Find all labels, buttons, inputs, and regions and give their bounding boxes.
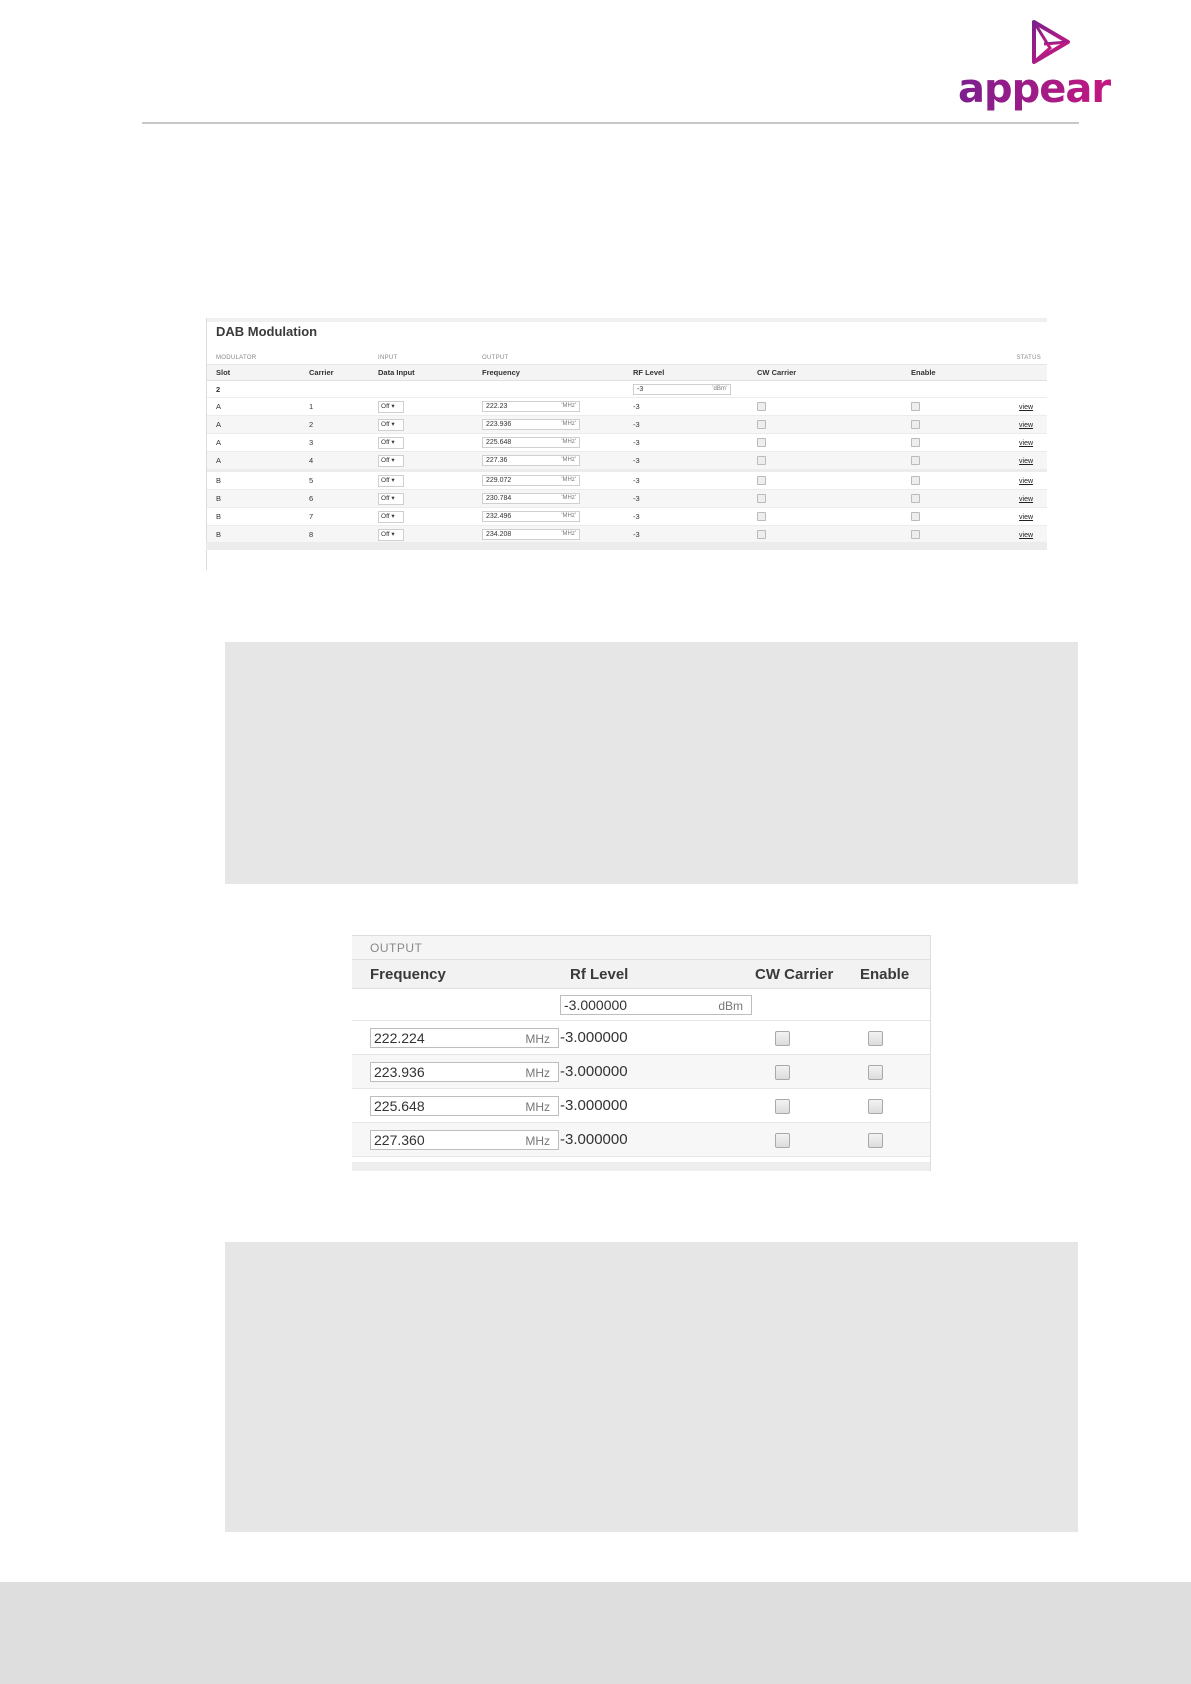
dab-modulation-screenshot [206, 318, 1047, 570]
rf-level-cell: -3 [624, 471, 748, 490]
slot-cell: A [207, 452, 300, 471]
enable-checkbox[interactable] [868, 1133, 883, 1148]
group-output: OUTPUT [473, 352, 1004, 365]
carrier-cell: 4 [300, 452, 369, 471]
view-link[interactable]: view [1019, 458, 1034, 465]
rf-level-cell: -3 [624, 398, 748, 416]
col-carrier: Carrier [300, 365, 369, 381]
output-screenshot [352, 935, 931, 1171]
carrier-cell: 1 [300, 398, 369, 416]
output-table [352, 936, 930, 1157]
cw-carrier-checkbox[interactable] [757, 530, 766, 539]
panel-title: DAB Modulation [216, 324, 318, 339]
frequency-input[interactable]: 222.224 MHz [370, 1028, 559, 1048]
content-placeholder-1 [225, 642, 1078, 884]
table-row [207, 471, 1047, 490]
rf-level-cell: -3 [624, 452, 748, 471]
rf-level-cell: -3 [624, 416, 748, 434]
frequency-input[interactable]: 232.496 'MHz' [482, 511, 580, 522]
table-row [207, 490, 1047, 508]
slot-cell: A [207, 398, 300, 416]
table-row [207, 416, 1047, 434]
table-row [207, 452, 1047, 471]
view-link[interactable]: view [1019, 532, 1034, 539]
enable-checkbox[interactable] [911, 402, 920, 411]
frequency-input[interactable]: 227.360 MHz [370, 1130, 559, 1150]
col-frequency: Frequency [352, 960, 552, 989]
carrier-cell: 3 [300, 434, 369, 452]
rf-level-cell: -3 [624, 434, 748, 452]
carrier-cell: 8 [300, 526, 369, 544]
data-input-select[interactable]: Off ▾ [378, 511, 404, 523]
panel-bottom-bar [352, 1162, 930, 1171]
carrier-cell: 7 [300, 508, 369, 526]
cw-carrier-checkbox[interactable] [757, 456, 766, 465]
group-header-row [207, 352, 1047, 365]
header-divider [142, 122, 1079, 124]
frequency-input[interactable]: 225.648 MHz [370, 1096, 559, 1116]
master-rf-level-input[interactable]: -3.000000 dBm [560, 995, 752, 1015]
cw-carrier-checkbox[interactable] [775, 1031, 790, 1046]
rf-level-cell: -3 [624, 526, 748, 544]
slot-cell: B [207, 471, 300, 490]
table-row [207, 434, 1047, 452]
master-slot: 2 [216, 384, 221, 394]
carrier-cell: 5 [300, 471, 369, 490]
cw-carrier-checkbox[interactable] [757, 438, 766, 447]
group-modulator: MODULATOR [207, 352, 369, 365]
panel-bottom-bar [206, 542, 1047, 550]
table-row [352, 1021, 930, 1055]
data-input-select[interactable]: Off ▾ [378, 419, 404, 431]
column-header-row [352, 960, 930, 989]
frequency-input[interactable]: 229.072 'MHz' [482, 475, 580, 486]
table-row [352, 1123, 930, 1157]
rf-level-cell: -3 [624, 490, 748, 508]
rf-level-cell: -3.000000 [552, 1089, 755, 1123]
view-link[interactable]: view [1019, 478, 1034, 485]
content-placeholder-2 [225, 1242, 1078, 1532]
col-cw-carrier: CW Carrier [755, 960, 850, 989]
master-rf-level-input[interactable]: -3 'dBm' [633, 384, 731, 395]
rf-level-cell: -3.000000 [552, 1055, 755, 1089]
rf-level-cell: -3.000000 [552, 1021, 755, 1055]
appear-logo [957, 18, 1111, 114]
enable-checkbox[interactable] [868, 1031, 883, 1046]
view-link[interactable]: view [1019, 514, 1034, 521]
enable-checkbox[interactable] [911, 438, 920, 447]
master-row [207, 381, 1047, 398]
play-logo-icon [1028, 18, 1072, 66]
table-row [207, 398, 1047, 416]
table-row [207, 526, 1047, 544]
cw-carrier-checkbox[interactable] [757, 512, 766, 521]
carrier-cell: 6 [300, 490, 369, 508]
master-row [352, 989, 930, 1021]
frequency-input[interactable]: 222.23 'MHz' [482, 401, 580, 412]
enable-checkbox[interactable] [868, 1065, 883, 1080]
cw-carrier-checkbox[interactable] [775, 1099, 790, 1114]
cw-carrier-checkbox[interactable] [775, 1133, 790, 1148]
group-output: OUTPUT [352, 936, 930, 960]
table-row [352, 1089, 930, 1123]
slot-cell: A [207, 416, 300, 434]
slot-cell: B [207, 508, 300, 526]
rf-level-cell: -3.000000 [552, 1123, 755, 1157]
cw-carrier-checkbox[interactable] [757, 494, 766, 503]
group-header-row [352, 936, 930, 960]
cw-carrier-checkbox[interactable] [775, 1065, 790, 1080]
rf-level-cell: -3 [624, 508, 748, 526]
slot-cell: B [207, 490, 300, 508]
dab-modulation-table [207, 352, 1047, 543]
cw-carrier-checkbox[interactable] [757, 420, 766, 429]
view-link[interactable]: view [1019, 440, 1034, 447]
page-footer [0, 1582, 1191, 1684]
col-frequency: Frequency [473, 365, 624, 381]
cw-carrier-checkbox[interactable] [757, 476, 766, 485]
table-row [352, 1055, 930, 1089]
view-link[interactable]: view [1019, 422, 1034, 429]
data-input-select[interactable]: Off ▾ [378, 401, 404, 413]
logo-text: appear [957, 66, 1111, 112]
col-slot: Slot [207, 365, 300, 381]
data-input-select[interactable]: Off ▾ [378, 455, 404, 467]
frequency-input[interactable]: 225.648 'MHz' [482, 437, 580, 448]
data-input-select[interactable]: Off ▾ [378, 493, 404, 505]
view-link[interactable]: view [1019, 404, 1034, 411]
slot-cell: B [207, 526, 300, 544]
data-input-select[interactable]: Off ▾ [378, 475, 404, 487]
logo-wordmark [957, 66, 1111, 116]
enable-checkbox[interactable] [911, 512, 920, 521]
group-status: STATUS [1004, 352, 1047, 365]
frequency-input[interactable]: 223.936 'MHz' [482, 419, 580, 430]
frequency-input[interactable]: 227.36 'MHz' [482, 455, 580, 466]
enable-checkbox[interactable] [911, 494, 920, 503]
col-cw-carrier: CW Carrier [748, 365, 902, 381]
slot-cell: A [207, 434, 300, 452]
col-enable: Enable [902, 365, 1004, 381]
data-input-select[interactable]: Off ▾ [378, 529, 404, 541]
enable-checkbox[interactable] [911, 476, 920, 485]
col-rf-level: RF Level [624, 365, 748, 381]
group-input: INPUT [369, 352, 473, 365]
enable-checkbox[interactable] [868, 1099, 883, 1114]
enable-checkbox[interactable] [911, 456, 920, 465]
view-link[interactable]: view [1019, 496, 1034, 503]
data-input-select[interactable]: Off ▾ [378, 437, 404, 449]
col-enable: Enable [850, 960, 930, 989]
enable-checkbox[interactable] [911, 420, 920, 429]
column-header-row [207, 365, 1047, 381]
panel-top-bar [206, 318, 1047, 322]
col-data-input: Data Input [369, 365, 473, 381]
col-status [1004, 365, 1047, 381]
table-row [207, 508, 1047, 526]
enable-checkbox[interactable] [911, 530, 920, 539]
col-rf-level: Rf Level [552, 960, 755, 989]
frequency-input[interactable]: 223.936 MHz [370, 1062, 559, 1082]
cw-carrier-checkbox[interactable] [757, 402, 766, 411]
carrier-cell: 2 [300, 416, 369, 434]
frequency-input[interactable]: 230.784 'MHz' [482, 493, 580, 504]
frequency-input[interactable]: 234.208 'MHz' [482, 529, 580, 540]
